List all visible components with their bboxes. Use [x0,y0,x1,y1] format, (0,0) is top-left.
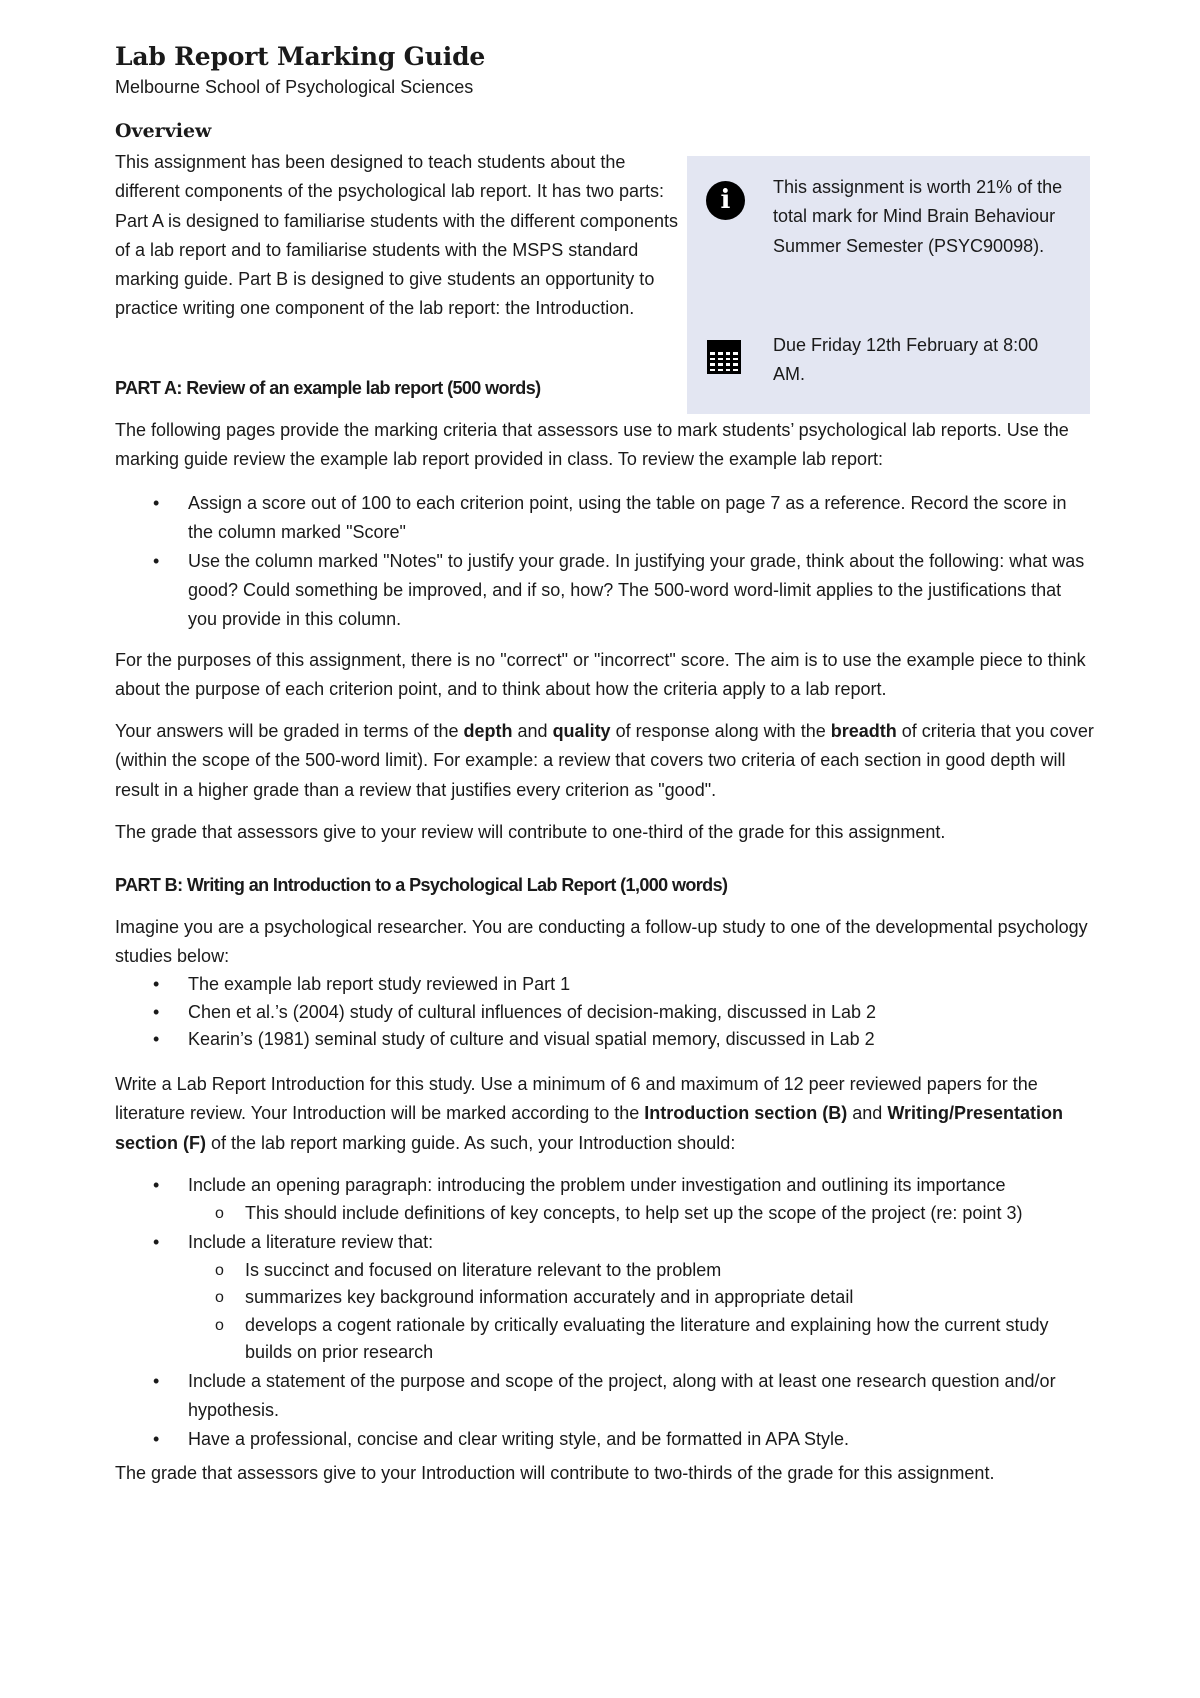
assignment-weight-text: This assignment is worth 21% of the total mark for Mind Brain Behaviour Summer Semester (PSYC90098). [773,177,1063,256]
list-item: • Have a professional, concise and clear writing style, and be formatted in APA Style. [115,1425,1095,1454]
part-a-intro: The following pages provide the marking criteria that assessors use to mark students’ psychological lab reports. Use the marking guide review the example lab report provided in class. To review the example lab report: [115,420,1069,470]
part-b-contribution: The grade that assessors give to your Introduction will contribute to two-thirds of the grade for this assignment. [115,1463,995,1483]
list-item: • Chen et al.’s (2004) study of cultural influences of decision-making, discussed in Lab 2 [115,999,1095,1027]
assignment-info-box [687,156,1090,414]
document-title: Lab Report Marking Guide [115,42,486,71]
introduction-requirements-list [115,1171,1095,1454]
emphasis-writing-section: Writing/Presentation section (F) [115,1103,1064,1153]
emphasis-depth: depth [463,721,513,741]
calendar-icon [707,340,741,374]
part-a-grading: Your answers will be graded in terms of the depth and quality of response along with the breadth of criteria that you cover (within the scope of the 500-word limit). For example: a review that covers two criteria of each section in good depth will result in a higher grade than a review that justifies every criterion as "good". [115,721,1094,800]
sub-list [188,1257,1095,1367]
sub-list-item: o summarizes key background information accurately and in appropriate detail [188,1284,1095,1312]
list-item: • Include a literature review that: o Is succinct and focused on literature relevant to the problem o summarizes key background information accurately and in appropriate detail o develops a cogent rationale by critically evaluating the literature and explaining how the current study builds on prior research [115,1228,1095,1367]
due-date-text: Due Friday 12th February at 8:00 AM. [773,335,1039,385]
list-item: • The example lab report study reviewed in Part 1 [115,971,1095,999]
study-options-list [115,971,1095,1054]
sub-list-item: o Is succinct and focused on literature relevant to the problem [188,1257,1095,1285]
overview-heading: Overview [115,120,212,142]
sub-list [188,1200,1095,1228]
part-a-purpose: For the purposes of this assignment, there is no "correct" or "incorrect" score. The aim is to use the example piece to think about the purpose of each criterion point, and to think about how the criteria apply to a lab report. [115,650,1086,700]
list-item: • Include an opening paragraph: introducing the problem under investigation and outlining its importance o This should include definitions of key concepts, to help set up the scope of the project (re: point 3) [115,1171,1095,1228]
document-subtitle: Melbourne School of Psychological Sciences [115,77,474,97]
part-a-contribution: The grade that assessors give to your review will contribute to one-third of the grade for this assignment. [115,822,946,842]
part-a-instructions-list [115,489,1095,634]
overview-text: This assignment has been designed to teach students about the different components of the psychological lab report. It has two parts: Part A is designed to familiarise students with the different components of a lab report and to familiarise students with the MSPS standard marking guide. Part B is designed to give students an opportunity to practice writing one component of the lab report: the Introduction. [115,152,678,319]
list-item: • Use the column marked "Notes" to justify your grade. In justifying your grade, think about the following: what was good? Could something be improved, and if so, how? The 500-word word-limit applies to the justifications that you provide in this column. [115,547,1095,634]
list-item: • Kearin’s (1981) seminal study of culture and visual spatial memory, discussed in Lab 2 [115,1026,1095,1054]
part-b-scenario: Imagine you are a psychological researcher. You are conducting a follow-up study to one of the developmental psychology studies below: [115,917,1088,967]
part-a-heading: PART A: Review of an example lab report (500 words) [115,378,541,398]
info-icon: i [706,181,745,220]
list-item: • Assign a score out of 100 to each criterion point, using the table on page 7 as a reference. Record the score in the column marked "Score" [115,489,1095,547]
part-b-heading: PART B: Writing an Introduction to a Psychological Lab Report (1,000 words) [115,875,728,895]
sub-list-item: o This should include definitions of key concepts, to help set up the scope of the project (re: point 3) [188,1200,1095,1228]
list-item: • Include a statement of the purpose and scope of the project, along with at least one research question and/or hypothesis. [115,1367,1095,1425]
sub-list-item: o develops a cogent rationale by critically evaluating the literature and explaining how the current study builds on prior research [188,1312,1095,1367]
emphasis-breadth: breadth [830,721,897,741]
emphasis-introduction-section: Introduction section (B) [644,1103,848,1124]
emphasis-quality: quality [552,721,611,741]
part-b-task: Write a Lab Report Introduction for this study. Use a minimum of 6 and maximum of 12 peer reviewed papers for the literature review. Your Introduction will be marked according to the Introduction section (B) and Writing/Presentation section (F) of the lab report marking guide. As such, your Introduction should: [115,1074,1064,1153]
